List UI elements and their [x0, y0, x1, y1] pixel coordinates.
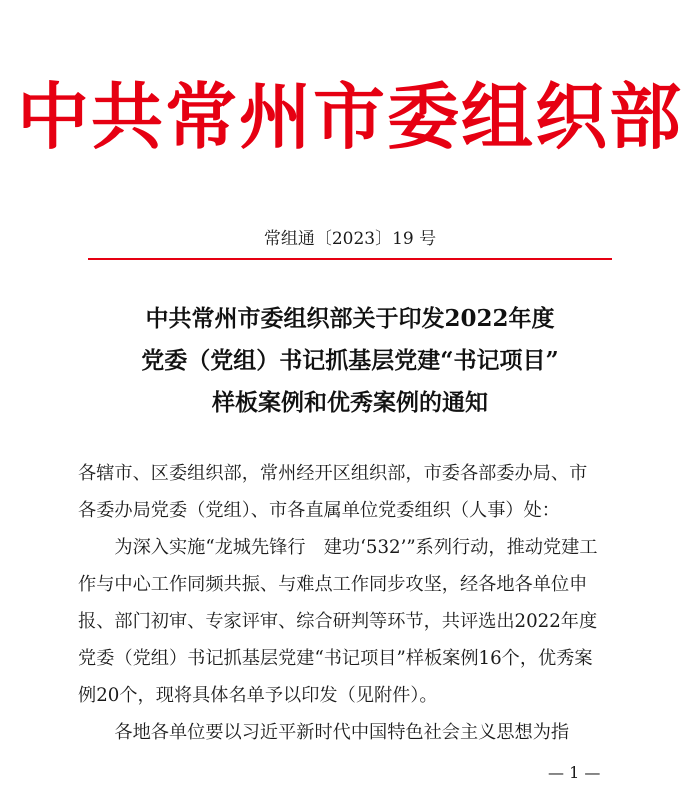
red-separator-line — [88, 258, 612, 260]
body-line: 各辖市、区委组织部，常州经开区组织部，市委各部委办局、市 — [78, 463, 588, 484]
page-number: — 1 — — [548, 763, 601, 782]
document-number: 常组通〔2023〕19 号 — [263, 229, 437, 249]
body-line: 党委（党组）书记抓基层党建“书记项目”样板案例16个，优秀案 — [78, 648, 593, 669]
body-line: 例20个，现将具体名单予以印发（见附件）。 — [78, 685, 438, 706]
title-line: 样板案例和优秀案例的通知 — [212, 389, 488, 416]
body-line: 报、部门初审、专家评审、综合研判等环节，共评选出2022年度 — [78, 611, 598, 632]
document-title — [0, 298, 700, 424]
body-line: 作与中心工作同频共振、与难点工作同步攻坚，经各地各单位申 — [78, 574, 588, 595]
body-line: 各委办局党委（党组）、市各直属单位党委组织（人事）处： — [78, 500, 560, 521]
document-body — [78, 455, 626, 751]
title-line: 中共常州市委组织部关于印发2022年度 — [145, 305, 555, 332]
body-line: 为深入实施“龙城先锋行 建功‘532’”系列行动，推动党建工 — [78, 537, 598, 558]
body-line: 各地各单位要以习近平新时代中国特色社会主义思想为指 — [78, 722, 570, 743]
title-line: 党委（党组）书记抓基层党建“书记项目” — [141, 347, 559, 374]
masthead: 中共常州市委组织部 — [16, 74, 683, 159]
